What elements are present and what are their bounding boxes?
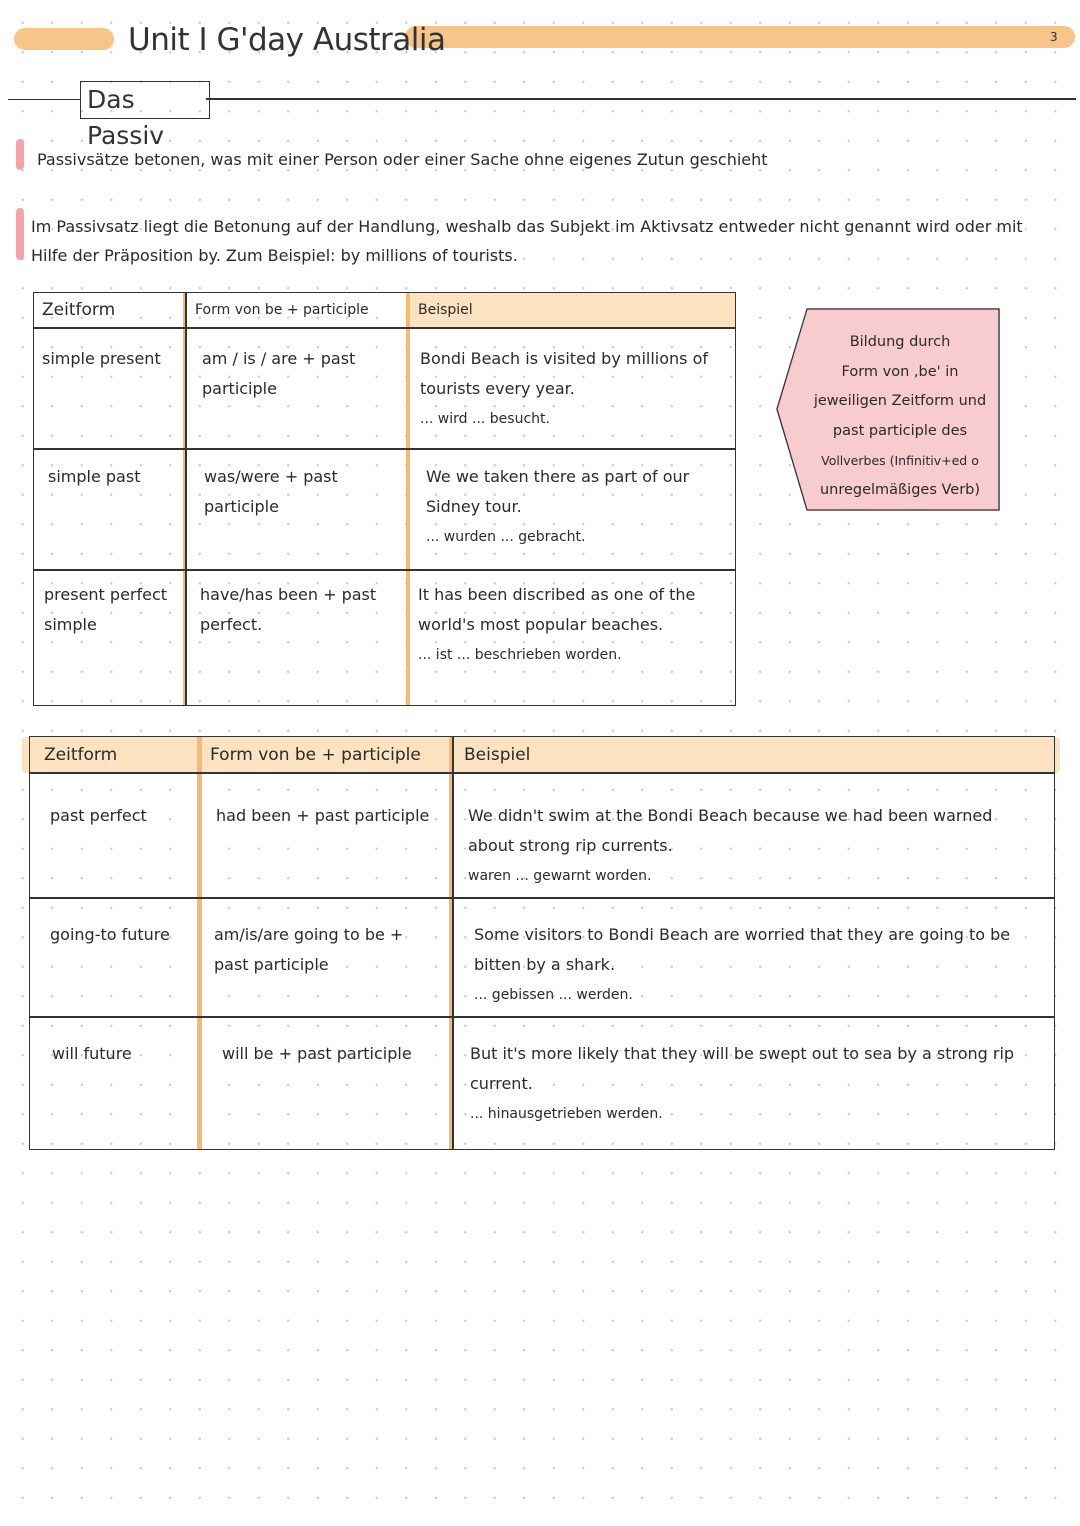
note-line: past participle des <box>832 422 968 439</box>
example-sentence: It has been discribed as one of the world's most popular beaches. <box>418 585 696 634</box>
header-accent-right <box>405 26 1075 48</box>
table-2-divider-line <box>452 737 454 1149</box>
table-row-tense: past perfect <box>50 806 147 825</box>
table-2-row-line <box>29 772 1055 774</box>
example-sentence: Some visitors to Bondi Beach are worried that they are going to be bitten by a shark. <box>474 925 1011 974</box>
example-translation: ... ist ... beschrieben worden. <box>418 647 622 663</box>
table-row-tense: simple past <box>48 467 141 486</box>
table-row-tense: present perfect simple <box>44 585 168 634</box>
table-row-form: am/is/are going to be + past participle <box>214 925 404 974</box>
table-row-form: had been + past participle <box>216 806 430 825</box>
highlight-marker <box>16 208 24 260</box>
note-line: jeweiligen Zeitform und <box>813 393 987 409</box>
example-translation: ... wird ... besucht. <box>420 411 550 427</box>
table-row-tense: will future <box>52 1044 132 1063</box>
header-accent-left <box>14 28 114 50</box>
table-row-example <box>418 462 730 562</box>
table-1-header-form: Form von be + participle <box>195 302 369 318</box>
table-row-example <box>460 801 1050 901</box>
section-rule-left <box>8 99 80 100</box>
table-2-header-example: Beispiel <box>464 745 531 765</box>
section-heading: Das Passiv <box>80 81 210 119</box>
table-2-divider <box>197 737 202 1149</box>
intro-definition: Passivsätze betonen, was mit einer Person oder einer Sache ohne eigenes Zutun geschieht <box>37 150 768 169</box>
table-1-header-tense: Zeitform <box>42 300 116 320</box>
note-line: Vollverbes (Infinitiv+ed o <box>821 453 979 468</box>
table-row-example <box>466 920 1050 1020</box>
example-sentence: But it's more likely that they will be swept out to sea by a strong rip current. <box>470 1044 1015 1093</box>
intro-explanation: Im Passivsatz liegt die Betonung auf der Handlung, weshalb das Subjekt im Aktivsatz entweder nicht genannt wird oder mit Hilfe der Präposition by. Zum Beispiel: by millions of tourists. <box>31 217 1023 265</box>
page-number: 3 <box>1050 30 1058 44</box>
table-1-row-line <box>33 448 736 450</box>
example-sentence: We didn't swim at the Bondi Beach because we had been warned about strong rip currents. <box>468 806 993 855</box>
table-row-form: was/were + past participle <box>204 467 338 516</box>
example-sentence: We we taken there as part of our Sidney tour. <box>426 467 690 516</box>
note-text <box>800 328 1000 505</box>
table-row-form: have/has been + past perfect. <box>200 585 377 634</box>
table-2-header-form: Form von be + participle <box>210 745 421 765</box>
example-translation: waren ... gewarnt worden. <box>468 868 652 884</box>
table-1-header-example: Beispiel <box>418 302 473 318</box>
note-line: Form von ,be' in <box>841 363 959 380</box>
table-row-example <box>462 1039 1050 1139</box>
table-1-divider-line <box>185 293 187 705</box>
table-2-header-tense: Zeitform <box>44 745 118 765</box>
table-row-tense: simple present <box>42 349 161 368</box>
example-sentence: Bondi Beach is visited by millions of tourists every year. <box>420 349 709 398</box>
table-row-form: am / is / are + past participle <box>202 349 356 398</box>
table-1-row-line <box>33 327 736 329</box>
highlight-marker <box>16 139 24 170</box>
table-1-row-line <box>33 569 736 571</box>
example-translation: ... gebissen ... werden. <box>474 987 633 1003</box>
section-rule-right <box>206 98 1076 100</box>
example-translation: ... hinausgetrieben werden. <box>470 1106 663 1122</box>
note-line: unregelmäßiges Verb) <box>819 481 981 498</box>
example-translation: ... wurden ... gebracht. <box>426 529 586 545</box>
table-row-example <box>410 580 730 680</box>
table-row-form: will be + past participle <box>222 1044 412 1063</box>
page-title: Unit I G'day Australia <box>128 22 446 58</box>
note-line: Bildung durch <box>849 334 951 350</box>
table-row-tense: going-to future <box>50 925 170 944</box>
table-row-example <box>412 344 730 444</box>
